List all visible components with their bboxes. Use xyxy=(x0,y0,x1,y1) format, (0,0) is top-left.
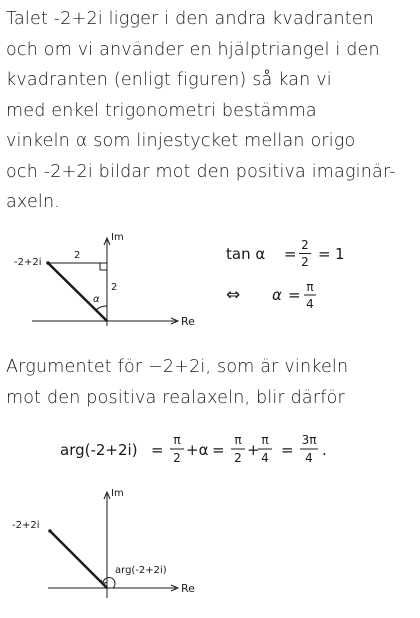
imaginary-axis-label: Im xyxy=(111,232,124,243)
alpha-symbol: α xyxy=(272,286,282,304)
equals-sign: = xyxy=(151,441,164,459)
alpha-equations xyxy=(222,236,382,316)
equivalence-symbol: ⇔ xyxy=(226,285,241,305)
fraction-denominator: 4 xyxy=(261,451,269,465)
fraction-numerator: 2 xyxy=(301,238,309,252)
fraction-numerator: 3π xyxy=(301,433,317,447)
alpha-angle-label: α xyxy=(93,294,100,305)
point-marker xyxy=(48,529,52,533)
equals-sign: = xyxy=(288,286,301,304)
fraction-numerator: π xyxy=(306,280,314,294)
intro-line-7: axeln. xyxy=(6,192,61,212)
arg-expression: arg(-2+2i) xyxy=(60,441,138,459)
intro-line-1: Talet -2+2i ligger i den andra kvadranten xyxy=(6,9,375,29)
hypotenuse-segment xyxy=(48,263,107,321)
equals-sign: = xyxy=(284,245,297,263)
real-axis-label: Re xyxy=(181,315,195,328)
real-axis-label: Re xyxy=(181,582,195,595)
point-label: -2+2i xyxy=(12,520,40,531)
right-angle-marker xyxy=(100,263,107,270)
fraction-denominator: 2 xyxy=(234,451,242,465)
plus-sign: + xyxy=(247,441,260,459)
fraction-denominator: 4 xyxy=(305,451,313,465)
argument-angle-label: arg(-2+2i) xyxy=(115,565,167,576)
tan-alpha-expression: tan α xyxy=(226,245,266,263)
argument-line-1: Argumentet för −2+2i, som är vinkeln xyxy=(6,357,349,377)
imaginary-axis-label: Im xyxy=(111,488,124,499)
argument-figure xyxy=(4,486,204,606)
fraction-numerator: π xyxy=(173,433,181,447)
point-marker xyxy=(46,261,50,265)
result-value: 1 xyxy=(335,245,345,263)
point-label: -2+2i xyxy=(14,257,42,268)
argument-equation xyxy=(60,428,400,478)
intro-line-3: kvadranten (enligt figuren) så kan vi xyxy=(6,70,332,90)
intro-line-6: och -2+2i bildar mot den positiva imaginär- xyxy=(6,161,396,182)
fraction-denominator: 4 xyxy=(306,297,314,311)
argument-line-2: mot den positiva realaxeln, blir därför xyxy=(6,387,345,408)
argument-paragraph xyxy=(6,352,416,413)
helper-triangle-figure xyxy=(4,232,204,332)
equals-sign: = xyxy=(212,441,225,459)
fraction-denominator: 2 xyxy=(173,451,181,465)
horizontal-leg-label: 2 xyxy=(74,250,81,261)
intro-line-5: vinkeln α som linjestycket mellan origo xyxy=(6,131,356,151)
equation-period: . xyxy=(322,441,327,459)
equals-sign: = xyxy=(318,245,331,263)
equals-sign: = xyxy=(281,441,294,459)
fraction-numerator: π xyxy=(234,433,242,447)
intro-line-4: med enkel trigonometri bestämma xyxy=(6,100,317,121)
plus-alpha: +α xyxy=(186,441,209,459)
vertical-leg-label: 2 xyxy=(111,282,118,293)
fraction-denominator: 2 xyxy=(301,255,309,269)
fraction-numerator: π xyxy=(261,433,269,447)
intro-paragraph xyxy=(6,4,416,218)
alpha-angle-arc xyxy=(96,306,107,310)
point-segment xyxy=(50,531,107,588)
intro-line-2: och om vi använder en hjälptriangel i den xyxy=(6,39,380,60)
